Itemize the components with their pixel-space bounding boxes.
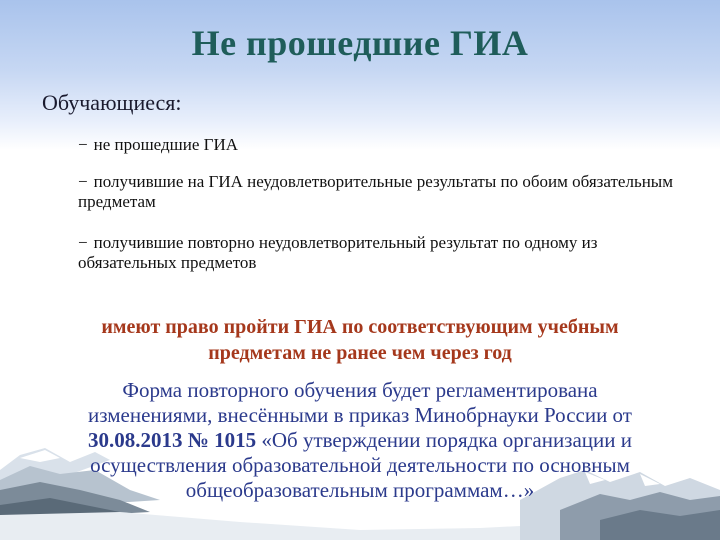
dash-marker: − (78, 233, 88, 252)
info-paragraph (60, 378, 660, 503)
slide-subtitle: Обучающиеся: (42, 90, 182, 115)
bullet-item (78, 135, 698, 155)
bullet-text: получившие на ГИА неудовлетворительные результаты по обоим обязательным предметам (78, 172, 673, 211)
bullet-text: не прошедшие ГИА (93, 135, 239, 154)
slide-title: Не прошедшие ГИА (191, 23, 529, 63)
info-text-part: «Об утверждении порядка организации и осуществления образовательной деятельности по основным общеобразовательным программам…» (90, 428, 632, 502)
order-date: 30.08.2013 (88, 428, 183, 452)
bullet-text: получившие повторно неудовлетворительный результат по одному из обязательных предметов (78, 233, 598, 272)
highlight-statement: имеют право пройти ГИА по соответствующим учебным предметам не ранее чем через год (101, 316, 619, 364)
dash-marker: − (78, 135, 88, 154)
bullet-item (78, 233, 698, 273)
info-text-part: Форма повторного обучения будет регламентирована изменениями, внесёнными в приказ Минобрнауки России от (88, 378, 632, 427)
dash-marker: − (78, 172, 88, 191)
order-number: № 1015 (187, 428, 257, 452)
bullet-item (78, 172, 698, 212)
